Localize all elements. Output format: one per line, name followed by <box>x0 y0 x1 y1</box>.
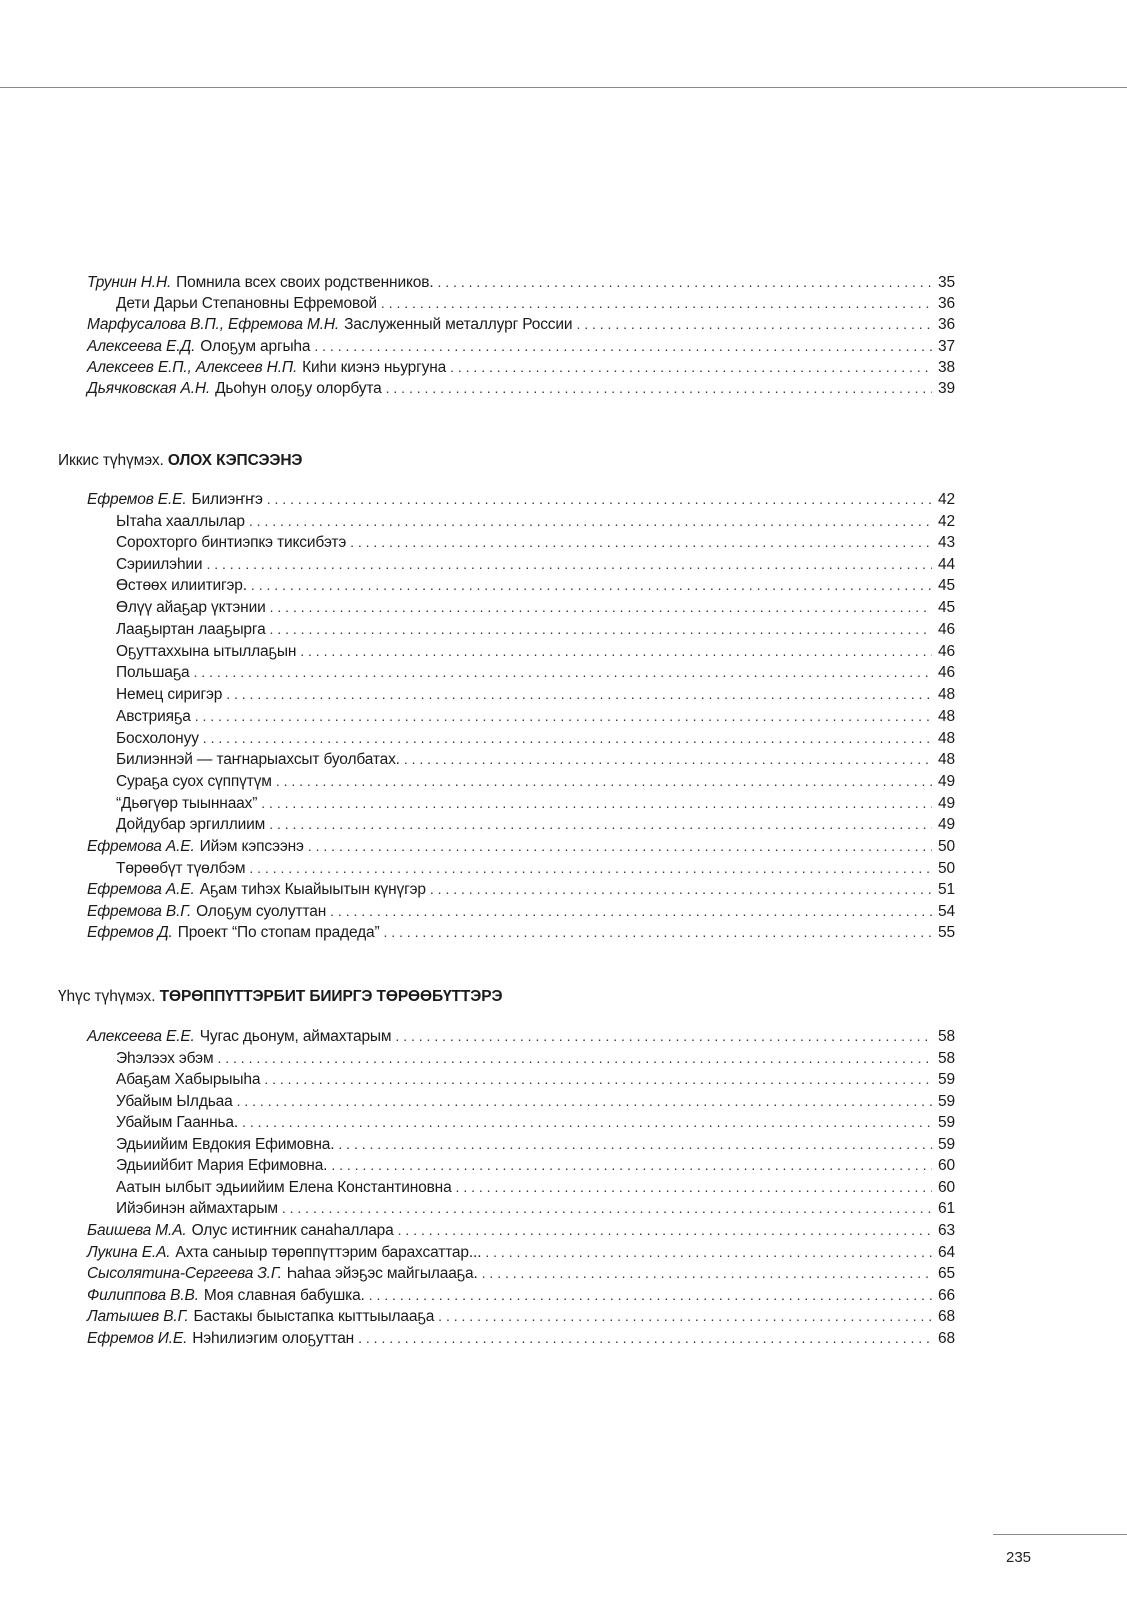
dot-leader <box>395 1025 932 1047</box>
entry-author: Марфусалова В.П., Ефремова М.Н. <box>87 316 340 333</box>
entry-title: Абаҕам Хабырыыһа <box>116 1071 261 1088</box>
entry-page: 46 <box>938 664 955 681</box>
dot-leader <box>358 1327 932 1349</box>
entry-page: 37 <box>938 338 955 355</box>
entry-page: 45 <box>938 577 955 594</box>
toc-entry[interactable] <box>87 835 955 857</box>
entry-title: Дьоһун олоҕу олорбута <box>215 380 382 397</box>
dot-leader <box>276 770 932 792</box>
entry-page: 68 <box>938 1308 955 1325</box>
entry-author: Ефремова А.Е. <box>87 838 195 855</box>
entry-page: 65 <box>938 1265 955 1282</box>
entry-page: 43 <box>938 534 955 551</box>
dot-leader <box>226 683 932 705</box>
entry-page: 45 <box>938 599 955 616</box>
dot-leader <box>195 705 932 727</box>
entry-title: Помнила всех своих родственников. <box>176 274 434 291</box>
entry-title: Чугас дьонум, аймахтарым <box>199 1028 392 1045</box>
toc-entry[interactable] <box>87 921 955 943</box>
header-rule <box>0 87 1127 88</box>
dot-leader <box>300 640 932 662</box>
entry-title: Билиэҥҥэ <box>191 491 263 508</box>
entry-page: 59 <box>938 1114 955 1131</box>
toc-entry[interactable] <box>87 335 955 357</box>
toc-entry[interactable] <box>87 377 955 399</box>
dot-leader <box>217 1047 932 1069</box>
entry-page: 59 <box>938 1093 955 1110</box>
toc-entry[interactable] <box>87 488 955 510</box>
dot-leader <box>308 835 932 857</box>
entry-author: Алексеева Е.Е. <box>87 1028 195 1045</box>
entry-page: 48 <box>938 686 955 703</box>
entry-title: Төрөөбүт түөлбэм <box>116 860 246 877</box>
entry-author: Алексеева Е.Д. <box>87 338 196 355</box>
dot-leader <box>398 1219 932 1241</box>
entry-page: 48 <box>938 730 955 747</box>
entry-title: Лааҕыртан лааҕырга <box>116 621 266 638</box>
toc-entry[interactable] <box>116 1111 955 1133</box>
entry-page: 58 <box>938 1050 955 1067</box>
dot-leader <box>242 1111 932 1133</box>
entry-title: Сураҕа суох сүппүтүм <box>116 773 272 790</box>
entry-page: 68 <box>938 1330 955 1347</box>
dot-leader <box>282 1197 932 1219</box>
dot-leader <box>331 1154 932 1176</box>
entry-page: 66 <box>938 1287 955 1304</box>
entry-title: Польшаҕа <box>116 664 190 681</box>
section-title: ТӨРӨППҮТТЭРБИТ БИИРГЭ ТӨРӨӨБҮТТЭРЭ <box>159 988 503 1005</box>
dot-leader <box>251 574 932 596</box>
entry-page: 46 <box>938 621 955 638</box>
toc-entry[interactable] <box>87 271 955 293</box>
dot-leader <box>350 531 932 553</box>
toc-entry[interactable] <box>87 1305 955 1327</box>
entry-title: Убайым Ылдьаа <box>116 1093 233 1110</box>
entry-title: Дойдубар эргиллиим <box>116 816 266 833</box>
entry-page: 36 <box>938 316 955 333</box>
entry-page: 42 <box>938 491 955 508</box>
entry-title: Убайым Гаанньа. <box>116 1114 239 1131</box>
entry-author: Ефремова В.Г. <box>87 903 192 920</box>
dot-leader <box>404 748 932 770</box>
toc-entry[interactable] <box>116 596 955 618</box>
entry-author: Ефремов Д. <box>87 924 173 941</box>
entry-page: 59 <box>938 1136 955 1153</box>
entry-title: Олоҕум суолуттан <box>196 903 327 920</box>
dot-leader <box>314 335 932 357</box>
entry-title: Оҕуттаххына ытыллаҕын <box>116 643 297 660</box>
entry-author: Филиппова В.В. <box>87 1287 199 1304</box>
entry-title: Заслуженный металлург России <box>344 316 573 333</box>
dot-leader <box>270 596 932 618</box>
entry-page: 35 <box>938 274 955 291</box>
entry-title: Сорохторго бинтиэпкэ тиксибэтэ <box>116 534 347 551</box>
dot-leader <box>237 1090 932 1112</box>
entry-title: Австрияҕа <box>116 708 191 725</box>
entry-author: Баишева М.А. <box>87 1222 187 1239</box>
entry-title: “Дьөгүөр тыыннаах” <box>116 795 258 812</box>
entry-page: 46 <box>938 643 955 660</box>
dot-leader <box>249 510 932 532</box>
toc-entry[interactable] <box>116 1090 955 1112</box>
section-heading <box>58 987 502 1007</box>
entry-page: 44 <box>938 556 955 573</box>
toc-entry[interactable] <box>116 574 955 596</box>
entry-title: Сэриилэһии <box>116 556 203 573</box>
dot-leader <box>485 1241 932 1263</box>
dot-leader <box>269 813 932 835</box>
entry-author: Ефремов Е.Е. <box>87 491 187 508</box>
entry-page: 55 <box>938 924 955 941</box>
toc-entry[interactable] <box>116 1068 955 1090</box>
entry-author: Лукина Е.А. <box>87 1244 171 1261</box>
entry-title: Өстөөх илиитигэр. <box>116 577 247 594</box>
entry-author: Дьячковская А.Н. <box>87 380 211 397</box>
entry-page: 48 <box>938 708 955 725</box>
entry-page: 42 <box>938 513 955 530</box>
entry-author: Ефремов И.Е. <box>87 1330 188 1347</box>
entry-page: 50 <box>938 838 955 855</box>
dot-leader <box>438 1305 932 1327</box>
toc-entry[interactable] <box>116 1133 955 1155</box>
entry-title: Бастакы быыстапка кыттыылааҕа <box>193 1308 435 1325</box>
entry-title: Олус истиҥник санаһаллара <box>191 1222 394 1239</box>
toc-entry[interactable] <box>116 1197 955 1219</box>
entry-title: Киһи киэнэ ньургуна <box>302 359 447 376</box>
entry-title: Ахта саныыр төрөппүттэрим барахсаттар... <box>175 1244 482 1261</box>
toc-entry[interactable] <box>116 792 955 814</box>
entry-page: 38 <box>938 359 955 376</box>
toc-entry[interactable] <box>87 900 955 922</box>
dot-leader <box>576 313 932 335</box>
toc-entry[interactable] <box>87 1284 955 1306</box>
dot-leader <box>264 1068 932 1090</box>
dot-leader <box>456 1176 932 1198</box>
entry-page: 36 <box>938 295 955 312</box>
toc-entry[interactable] <box>116 727 955 749</box>
dot-leader <box>369 1284 932 1306</box>
entry-title: Эдьиийим Евдокия Ефимовна. <box>116 1136 335 1153</box>
toc-entry[interactable] <box>87 1262 955 1284</box>
entry-title: Ийэм кэпсээнэ <box>199 838 304 855</box>
toc-entry[interactable] <box>116 640 955 662</box>
entry-title: Эһэлээх эбэм <box>116 1050 214 1067</box>
section-heading <box>58 451 302 471</box>
entry-title: Босхолонуу <box>116 730 199 747</box>
toc-entry[interactable] <box>87 1025 955 1047</box>
entry-title: Нэһилиэгим олоҕуттан <box>192 1330 355 1347</box>
toc-entry[interactable] <box>116 770 955 792</box>
entry-page: 49 <box>938 773 955 790</box>
dot-leader <box>482 1262 932 1284</box>
entry-page: 50 <box>938 860 955 877</box>
section-prefix: Иккис түһүмэх. <box>58 452 164 469</box>
entry-title: Олоҕум аргыһа <box>200 338 311 355</box>
entry-page: 39 <box>938 380 955 397</box>
dot-leader <box>203 727 932 749</box>
entry-page: 58 <box>938 1028 955 1045</box>
toc-entry[interactable] <box>116 813 955 835</box>
toc-entry[interactable] <box>116 661 955 683</box>
toc-entry[interactable] <box>87 1241 955 1263</box>
entry-title: Ытаһа хааллылар <box>116 513 245 530</box>
toc-entry[interactable] <box>87 356 955 378</box>
entry-page: 51 <box>938 881 955 898</box>
entry-author: Трунин Н.Н. <box>87 274 172 291</box>
toc-entry[interactable] <box>116 553 955 575</box>
section-prefix: Үһүс түһүмэх. <box>58 988 156 1005</box>
toc-entry[interactable] <box>116 705 955 727</box>
footer-rule <box>993 1534 1127 1535</box>
entry-author: Ефремова А.Е. <box>87 881 195 898</box>
entry-page: 60 <box>938 1179 955 1196</box>
entry-title: Дети Дарьи Степановны Ефремовой <box>116 295 377 312</box>
toc-entry[interactable] <box>116 292 955 314</box>
entry-title: Аатын ылбыт эдьиийим Елена Константиновна <box>116 1179 452 1196</box>
toc-entry[interactable] <box>87 878 955 900</box>
dot-leader <box>206 553 932 575</box>
entry-page: 64 <box>938 1244 955 1261</box>
toc-entry[interactable] <box>87 1327 955 1349</box>
section-title: ОЛОХ КЭПСЭЭНЭ <box>167 452 303 469</box>
entry-page: 59 <box>938 1071 955 1088</box>
entry-title: Һаһаа эйэҕэс майгылааҕа. <box>286 1265 478 1282</box>
dot-leader <box>430 878 932 900</box>
entry-title: Билиэннэй — таҥнарыахсыт буолбатах. <box>116 751 400 768</box>
dot-leader <box>386 377 932 399</box>
dot-leader <box>270 618 932 640</box>
dot-leader <box>381 292 932 314</box>
toc-entry[interactable] <box>116 1176 955 1198</box>
entry-page: 63 <box>938 1222 955 1239</box>
entry-title: Ийэбинэн аймахтарым <box>116 1200 278 1217</box>
entry-page: 49 <box>938 795 955 812</box>
toc-entry[interactable] <box>116 1154 955 1176</box>
dot-leader <box>338 1133 932 1155</box>
dot-leader <box>450 356 932 378</box>
toc-entry[interactable] <box>116 857 955 879</box>
dot-leader <box>194 661 932 683</box>
entry-page: 54 <box>938 903 955 920</box>
dot-leader <box>330 900 932 922</box>
entry-title: Эдьиийбит Мария Ефимовна. <box>116 1157 328 1174</box>
entry-page: 61 <box>938 1200 955 1217</box>
entry-page: 49 <box>938 816 955 833</box>
page-number: 235 <box>1006 1549 1032 1566</box>
toc-entry[interactable] <box>116 618 955 640</box>
toc-entry[interactable] <box>116 531 955 553</box>
entry-title: Аҕам тиһэх Кыайыытын күнүгэр <box>199 881 426 898</box>
toc-entry[interactable] <box>116 1047 955 1069</box>
entry-title: Өлүү айаҕар үктэнии <box>116 599 266 616</box>
entry-author: Латышев В.Г. <box>87 1308 189 1325</box>
dot-leader <box>261 792 932 814</box>
toc-entry[interactable] <box>116 683 955 705</box>
dot-leader <box>267 488 932 510</box>
dot-leader <box>437 271 932 293</box>
toc-entry[interactable] <box>87 1219 955 1241</box>
toc-entry[interactable] <box>116 510 955 532</box>
dot-leader <box>249 857 932 879</box>
dot-leader <box>383 921 932 943</box>
toc-entry[interactable] <box>116 748 955 770</box>
entry-title: Моя славная бабушка. <box>203 1287 365 1304</box>
toc-entry[interactable] <box>87 313 955 335</box>
entry-title: Немец сиригэр <box>116 686 223 703</box>
entry-author: Сысолятина-Сергеева З.Г. <box>87 1265 282 1282</box>
entry-page: 60 <box>938 1157 955 1174</box>
entry-title: Проект “По стопам прадеда” <box>177 924 380 941</box>
entry-author: Алексеев Е.П., Алексеев Н.П. <box>87 359 298 376</box>
entry-page: 48 <box>938 751 955 768</box>
